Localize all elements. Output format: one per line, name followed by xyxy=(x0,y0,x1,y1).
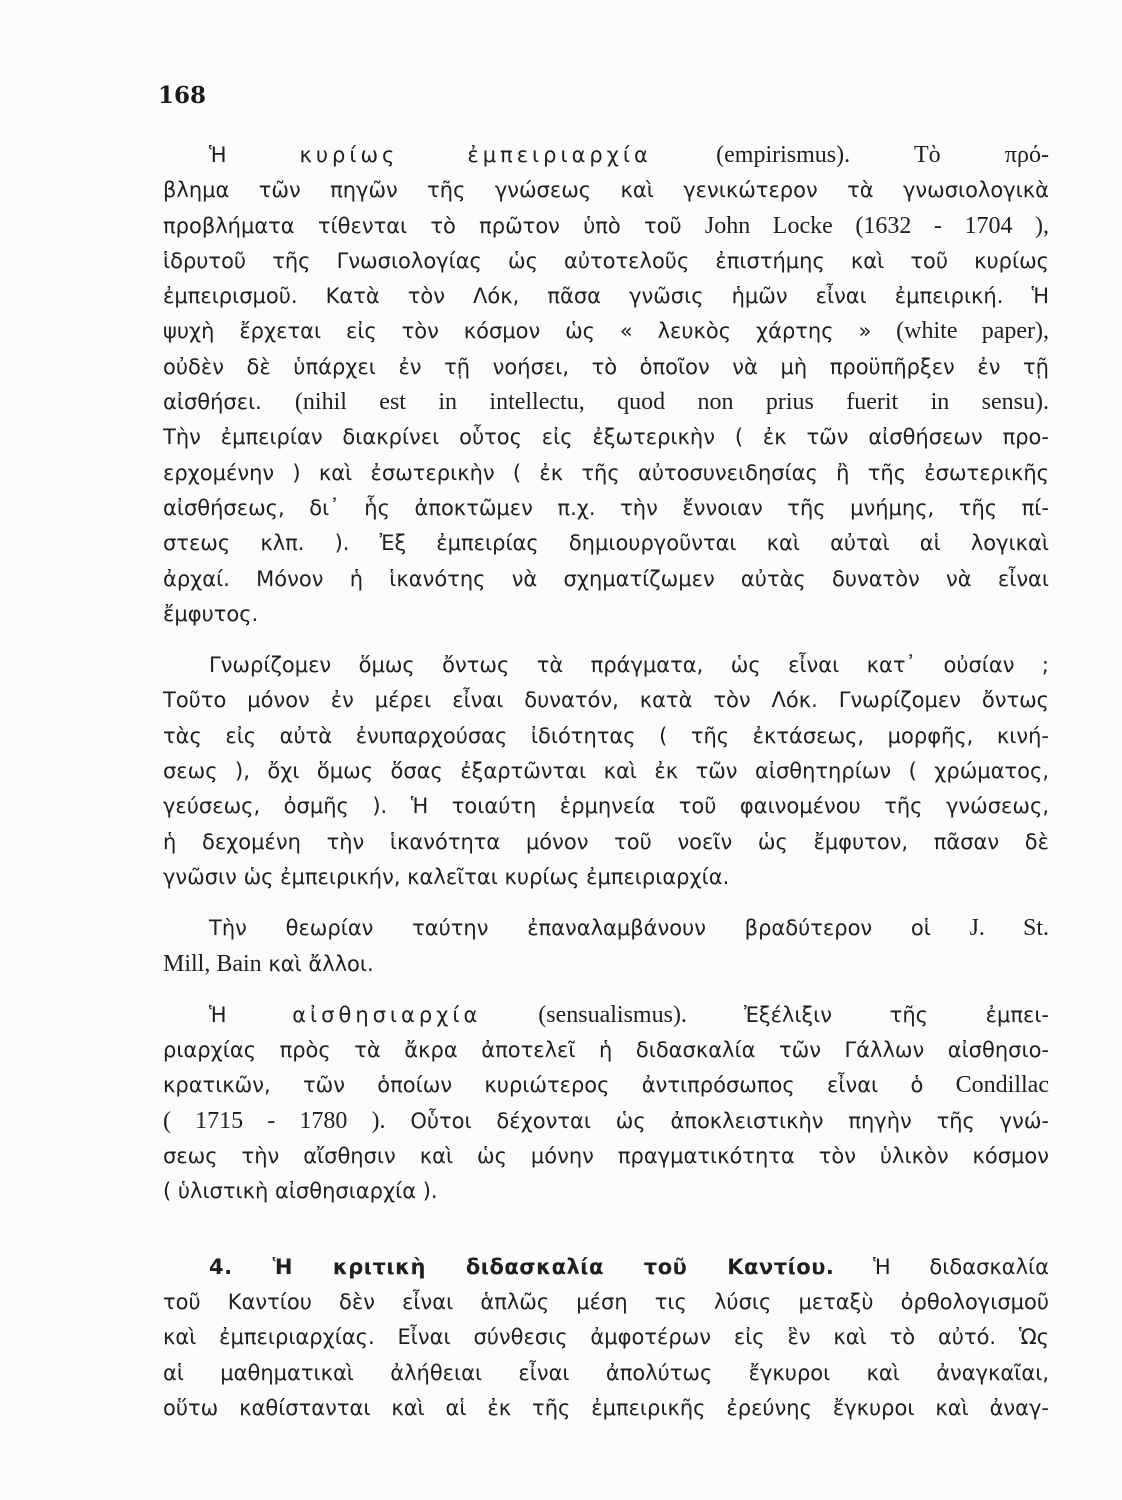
text-line: ερχομένην ) καὶ ἐσωτερικὴν ( ἐκ τῆς αὐτοσυνειδησίας ἢ τῆς ἐσωτερικῆς xyxy=(163,460,1049,485)
section-heading-line: 4. Ἡ κριτικὴ διδασκαλία τοῦ Καντίου. Ἡ διδασκαλία xyxy=(209,1254,1049,1279)
text-line: ἱδρυτοῦ τῆς Γνωσιολογίας ὡς αὐτοτελοῦς ἐπιστήμης καὶ τοῦ κυρίως xyxy=(163,248,1049,273)
text-line: προβλήματα τίθενται τὸ πρῶτον ὑπὸ τοῦ John Locke (1632 - 1704 ), xyxy=(163,212,1049,239)
text-line: οὐδὲν δὲ ὑπάρχει ἐν τῇ νοήσει, τὸ ὁποῖον νὰ μὴ προϋπῆρξεν ἐν τῇ xyxy=(163,354,1049,379)
text-line: ( ὑλιστικὴ αἰσθησιαρχία ). xyxy=(163,1179,438,1204)
paragraph-sensualism xyxy=(163,998,1049,1210)
text-line: Γνωρίζομεν ὅμως ὄντως τὰ πράγματα, ὡς εἶναι κατ᾽ οὐσίαν ; xyxy=(209,653,1049,678)
text-line: γεύσεως, ὀσμῆς ). Ἡ τοιαύτη ἑρμηνεία τοῦ φαινομένου τῆς γνώσεως, xyxy=(163,794,1049,819)
text-line: Τοῦτο μόνον ἐν μέρει εἶναι δυνατόν, κατὰ τὸν Λόκ. Γνωρίζομεν ὄντως xyxy=(163,688,1049,713)
text-line: Ἡ αἰσθησιαρχία (sensualismus). Ἐξέλιξιν τῆς ἐμπει- xyxy=(209,1001,1049,1028)
paragraph-locke-knowledge xyxy=(163,648,1049,895)
text-line: αἱ μαθηματικαὶ ἀλήθειαι εἶναι ἀπολύτως ἔγκυροι καὶ ἀναγκαῖαι, xyxy=(163,1360,1049,1385)
text-line: Ἡ κυρίως ἐμπειριαρχία (empirismus). Τὸ πρό- xyxy=(209,142,1049,168)
text-line: γνῶσιν ὡς ἐμπειρικήν, καλεῖται κυρίως ἐμπειριαρχία. xyxy=(163,864,730,889)
text-line: στεως κλπ. ). Ἐξ ἐμπειρίας δημιουργοῦνται καὶ αὐταὶ αἱ λογικαὶ xyxy=(163,531,1049,556)
text-line: τὰς εἰς αὐτὰ ἐνυπαρχούσας ἰδιότητας ( τῆς ἐκτάσεως, μορφῆς, κινή- xyxy=(163,723,1049,748)
text-line: βλημα τῶν πηγῶν τῆς γνώσεως καὶ γενικώτερον τὰ γνωσιολογικὰ xyxy=(163,178,1049,203)
text-line: ριαρχίας πρὸς τὰ ἄκρα ἀποτελεῖ ἡ διδασκαλία τῶν Γάλλων αἰσθησιο- xyxy=(163,1038,1049,1063)
text-line: κρατικῶν, τῶν ὁποίων κυριώτερος ἀντιπρόσωπος εἶναι ὁ Condillac xyxy=(163,1072,1049,1099)
page-body xyxy=(163,138,1049,1426)
text-line: Mill, Bain καὶ ἄλλοι. xyxy=(163,950,374,977)
text-line: οὕτω καθίστανται καὶ αἱ ἐκ τῆς ἐμπειρικῆς ἐρεύνης ἔγκυροι καὶ ἀναγ- xyxy=(163,1395,1049,1420)
text-line: ἐμπειρισμοῦ. Κατὰ τὸν Λόκ, πᾶσα γνῶσις ἡμῶν εἶναι ἐμπειρική. Ἡ xyxy=(163,284,1049,309)
section-heading: 4. Ἡ κριτικὴ διδασκαλία τοῦ Καντίου. xyxy=(209,1254,835,1279)
text-line: ψυχὴ ἔρχεται εἰς τὸν κόσμον ὡς « λευκὸς χάρτης » (white paper), xyxy=(163,318,1049,345)
text-line: ἔμφυτος. xyxy=(163,601,259,626)
text-line: αἰσθήσεως, δι᾽ ἧς ἀποκτῶμεν π.χ. τὴν ἔννοιαν τῆς μνήμης, τῆς πί- xyxy=(163,495,1049,520)
text-line: ἡ δεχομένη τὴν ἱκανότητα μόνον τοῦ νοεῖν ὡς ἔμφυτον, πᾶσαν δὲ xyxy=(163,829,1049,854)
paragraph-mill-bain xyxy=(163,911,1049,982)
text-line: αἰσθήσει. (nihil est in intellectu, quod non prius fuerit in sensu). xyxy=(163,389,1049,416)
page-number: 168 xyxy=(158,82,207,109)
text-line: ἀρχαί. Μόνον ἡ ἱκανότης νὰ σχηματίζωμεν αὐτὰς δυνατὸν νὰ εἶναι xyxy=(163,566,1049,591)
paragraph-empiricism xyxy=(163,138,1049,632)
paragraph-kant xyxy=(163,1250,1049,1426)
text-line: ( 1715 - 1780 ). Οὗτοι δέχονται ὡς ἀποκλειστικὴν πηγὴν τῆς γνώ- xyxy=(163,1107,1049,1134)
text-line: Τὴν θεωρίαν ταύτην ἐπαναλαμβάνουν βραδύτερον οἱ J. St. xyxy=(209,915,1049,942)
text-line: Τὴν ἐμπειρίαν διακρίνει οὗτος εἰς ἐξωτερικὴν ( ἐκ τῶν αἰσθήσεων προ- xyxy=(163,425,1049,450)
text-line: τοῦ Καντίου δὲν εἶναι ἁπλῶς μέση τις λύσις μεταξὺ ὀρθολογισμοῦ xyxy=(163,1289,1049,1314)
text-line: σεως ), ὄχι ὅμως ὅσας ἐξαρτῶνται καὶ ἐκ τῶν αἰσθητηρίων ( χρώματος, xyxy=(163,759,1049,784)
text-line: σεως τὴν αἴσθησιν καὶ ὡς μόνην πραγματικότητα τὸν ὑλικὸν κόσμον xyxy=(163,1144,1049,1169)
text-line: καὶ ἐμπειριαρχίας. Εἶναι σύνθεσις ἀμφοτέρων εἰς ἓν καὶ τὸ αὐτό. Ὡς xyxy=(163,1325,1049,1350)
